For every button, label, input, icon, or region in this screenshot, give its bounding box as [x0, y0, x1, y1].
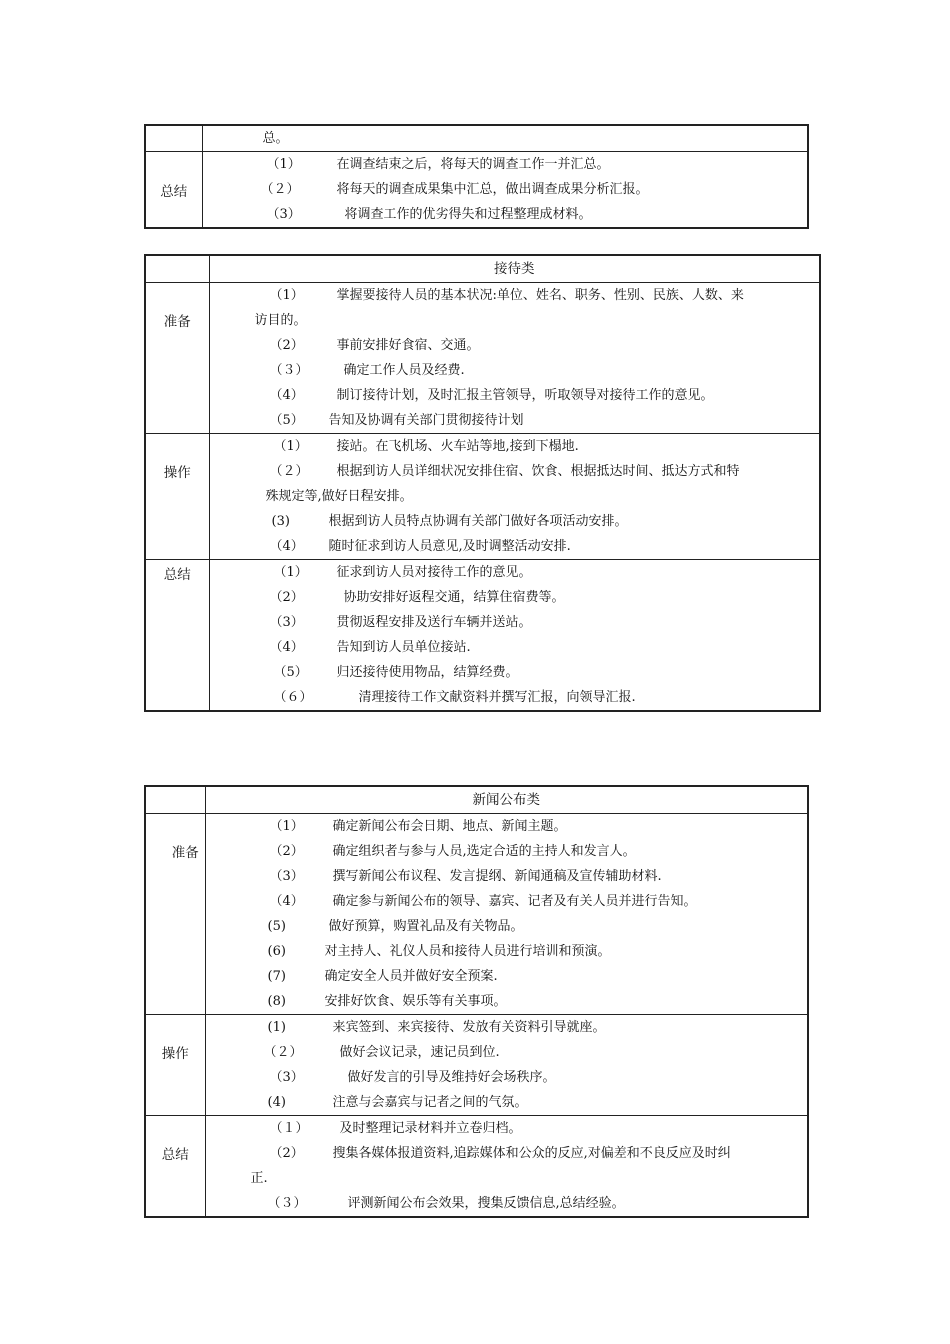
- list-item: （３） 确定工作人员及经费.: [269, 363, 465, 378]
- press-release-table: [144, 785, 809, 1218]
- sum-items-cell: [209, 560, 820, 712]
- list-item: (8) 安排好饮食、娱乐等有关事项。: [267, 994, 507, 1009]
- list-item-continuation: 正.: [250, 1171, 268, 1186]
- list-item: (3) 根据到访人员特点协调有关部门做好各项活动安排。: [271, 514, 628, 529]
- list-item-continuation: 访目的。: [254, 313, 307, 328]
- list-item: （２） 根据到访人员详细状况安排住宿、饮食、根据抵达时间、抵达方式和特: [269, 464, 740, 479]
- list-item-continuation: 殊规定等,做好日程安排。: [265, 489, 413, 504]
- list-item: （4） 随时征求到访人员意见,及时调整活动安排.: [269, 539, 571, 554]
- prep-items-cell: [205, 814, 808, 1015]
- sum-label: 总结: [145, 560, 209, 712]
- list-item: （4） 告知到访人员单位接站.: [269, 640, 471, 655]
- list-item: （１） 及时整理记录材料并立卷归档。: [269, 1121, 522, 1136]
- list-item: (6) 对主持人、礼仪人员和接待人员进行培训和预演。: [267, 944, 611, 959]
- list-item: （5） 告知及协调有关部门贯彻接待计划: [269, 413, 524, 428]
- op-items-cell: [205, 1015, 808, 1116]
- op-items-cell: [209, 434, 820, 560]
- list-item: （２） 做好会议记录，速记员到位.: [263, 1045, 500, 1060]
- blank-label-cell: [145, 786, 205, 814]
- list-item: （1） 在调查结束之后，将每天的调查工作一并汇总。: [266, 157, 610, 172]
- op-label: 操作: [145, 434, 209, 560]
- list-item: （2） 确定组织者与参与人员,选定合适的主持人和发言人。: [269, 844, 636, 859]
- prep-label: 准备: [145, 814, 205, 1015]
- list-item: （2） 事前安排好食宿、交通。: [269, 338, 480, 353]
- prep-label: 准备: [145, 283, 209, 434]
- list-item: (4) 注意与会嘉宾与记者之间的气氛。: [267, 1095, 528, 1110]
- reception-table: [144, 254, 821, 712]
- blank-label-cell: [145, 125, 202, 152]
- list-item: （3） 做好发言的引导及维持好会场秩序。: [269, 1070, 556, 1085]
- summary-items-cell: [202, 152, 808, 229]
- sum-items-cell: [205, 1116, 808, 1218]
- list-item: （２） 将每天的调查成果集中汇总，做出调查成果分析汇报。: [260, 182, 649, 197]
- survey-summary-table: [144, 124, 809, 229]
- list-item: (7) 确定安全人员并做好安全预案.: [267, 969, 498, 984]
- prep-items-cell: [209, 283, 820, 434]
- list-item: （4） 确定参与新闻公布的领导、嘉宾、记者及有关人员并进行告知。: [269, 894, 697, 909]
- list-item: （2） 搜集各媒体报道资料,追踪媒体和公众的反应,对偏差和不良反应及时纠: [269, 1146, 731, 1161]
- list-item: （６） 清理接待工作文献资料并撰写汇报，向领导汇报.: [273, 690, 636, 705]
- list-item: (5) 做好预算，购置礼品及有关物品。: [267, 919, 524, 934]
- list-item: (1) 来宾签到、来宾接待、发放有关资料引导就座。: [267, 1020, 606, 1035]
- list-item: （３） 评测新闻公布会效果，搜集反馈信息,总结经验。: [267, 1196, 625, 1211]
- op-label: 操作: [145, 1015, 205, 1116]
- list-item: （1） 确定新闻公布会日期、地点、新闻主题。: [269, 819, 567, 834]
- continuation-text: 总。: [262, 131, 289, 146]
- list-item: （1） 征求到访人员对接待工作的意见。: [273, 565, 532, 580]
- list-item: （4） 制订接待计划，及时汇报主管领导，听取领导对接待工作的意见。: [269, 388, 714, 403]
- list-item: （5） 归还接待使用物品，结算经费。: [273, 665, 519, 680]
- list-item: （3） 将调查工作的优劣得失和过程整理成材料。: [266, 207, 592, 222]
- blank-label-cell: [145, 255, 209, 283]
- list-item: （3） 贯彻返程安排及送行车辆并送站。: [269, 615, 532, 630]
- sum-label: 总结: [145, 1116, 205, 1218]
- continuation-cell: [202, 125, 808, 152]
- list-item: （3） 撰写新闻公布议程、发言提纲、新闻通稿及宣传辅助材料.: [269, 869, 662, 884]
- section-title: 新闻公布类: [205, 786, 808, 814]
- list-item: （1） 接站。在飞机场、火车站等地,接到下榻地.: [273, 439, 579, 454]
- section-title: 接待类: [209, 255, 820, 283]
- list-item: （1） 掌握要接待人员的基本状况:单位、姓名、职务、性别、民族、人数、来: [269, 288, 744, 303]
- summary-label: 总结: [145, 152, 202, 229]
- list-item: （2） 协助安排好返程交通，结算住宿费等。: [269, 590, 565, 605]
